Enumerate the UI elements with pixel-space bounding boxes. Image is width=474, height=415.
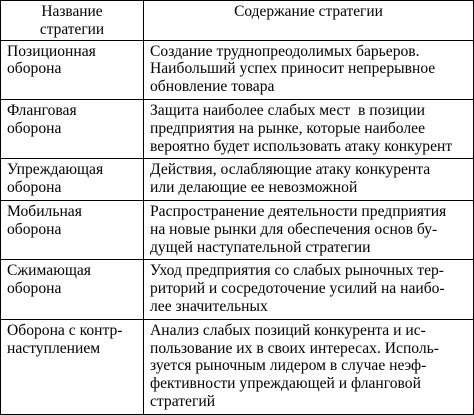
cell-line: Оборона с контр-	[7, 321, 123, 339]
cell-line: Упреждающая	[7, 161, 104, 179]
cell-line: или делающие ее невозможной	[150, 179, 358, 197]
table-row	[1, 319, 474, 414]
cell-line: Фланговая	[7, 101, 77, 119]
table-row	[1, 260, 474, 319]
header-line: стратегии	[39, 20, 105, 38]
strategy-content-cell	[144, 319, 474, 414]
cell-line: вероятно будет использовать атаку конкурент	[150, 137, 453, 155]
cell-line: стратегий	[150, 392, 216, 410]
cell-line: пользование их в своих интересах. Исполь-	[150, 339, 439, 357]
table-row	[1, 159, 474, 201]
strategy-content-cell	[144, 99, 474, 158]
table-row	[1, 40, 474, 99]
strategy-name-cell	[1, 200, 144, 259]
cell-line: оборона	[7, 60, 62, 78]
cell-line: Мобильная	[7, 202, 82, 220]
cell-line: оборона	[7, 179, 62, 197]
cell-line: Распространение деятельности предприятия	[150, 202, 447, 220]
header-strategy-name	[1, 1, 144, 41]
strategy-content-cell	[144, 40, 474, 99]
cell-line: Анализ слабых позиций конкурента и ис-	[150, 321, 426, 339]
table-header-row	[1, 1, 474, 41]
strategy-content-cell	[144, 260, 474, 319]
cell-line: Уход предприятия со слабых рыночных тер-	[150, 262, 444, 280]
table-row	[1, 200, 474, 259]
cell-line: на новые рынки для обеспечения основ бу-	[150, 220, 438, 238]
cell-line: лее значительных	[150, 297, 268, 315]
cell-line: дущей наступательной стратегии	[150, 238, 371, 256]
strategy-name-cell	[1, 260, 144, 319]
table-row	[1, 99, 474, 158]
strategy-name-cell	[1, 99, 144, 158]
strategy-content-cell	[144, 159, 474, 201]
cell-line: Создание труднопреодолимых барьеров.	[150, 42, 420, 60]
strategy-content-cell	[144, 200, 474, 259]
strategy-name-cell	[1, 159, 144, 201]
cell-line: Сжимающая	[7, 262, 91, 280]
cell-line: фективности упреждающей и фланговой	[150, 375, 421, 393]
header-line: Название	[41, 3, 103, 20]
cell-line: оборона	[7, 119, 62, 137]
cell-line: риторий и сосредоточение усилий на наибо-	[150, 280, 445, 298]
strategy-name-cell	[1, 319, 144, 414]
cell-line: зуется рыночным лидером в случае неэф-	[150, 357, 427, 375]
cell-line: Наибольший успех приносит непрерывное	[150, 60, 436, 78]
cell-line: обновление товара	[150, 78, 275, 96]
header-line: Содержание стратегии	[234, 3, 383, 20]
header-strategy-content	[144, 1, 474, 41]
cell-line: наступлением	[7, 339, 101, 357]
cell-line: оборона	[7, 220, 62, 238]
cell-line: предприятия на рынке, которые наиболее	[150, 119, 426, 137]
cell-line: Защита наиболее слабых мест в позиции	[150, 101, 425, 119]
cell-line: Позиционная	[7, 42, 96, 60]
cell-line: оборона	[7, 280, 62, 298]
cell-line: Действия, ослабляющие атаку конкурента	[150, 161, 431, 179]
strategy-name-cell	[1, 40, 144, 99]
